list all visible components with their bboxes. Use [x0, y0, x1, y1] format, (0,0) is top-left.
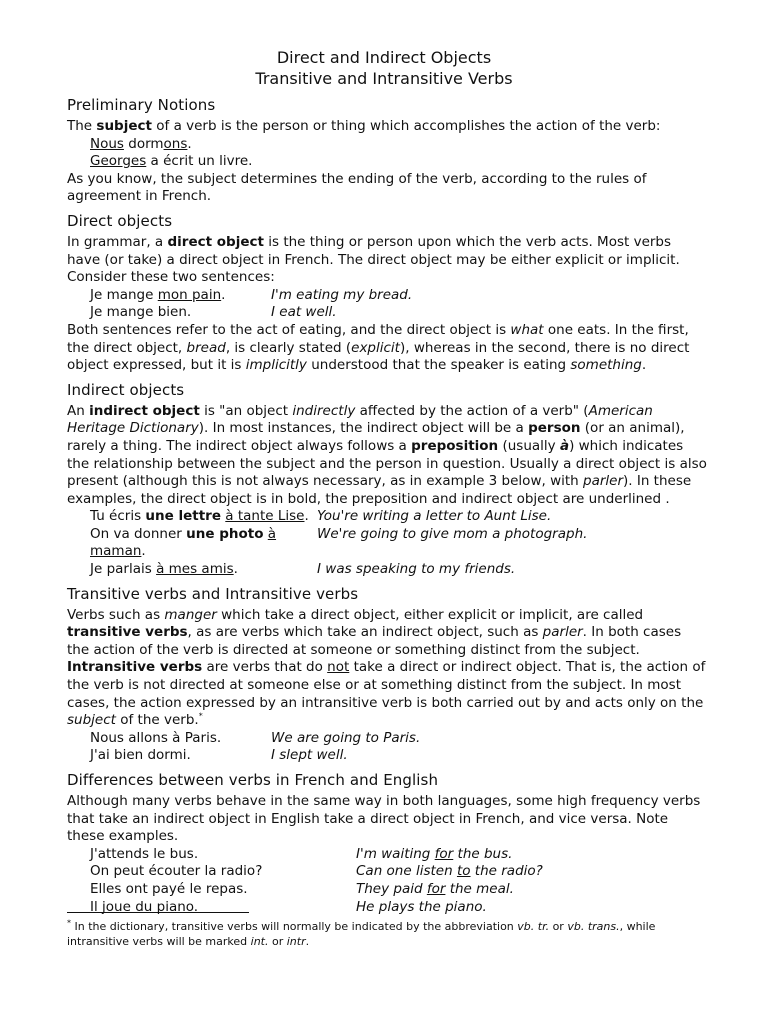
example-row — [67, 730, 707, 748]
paragraph: The subject of a verb is the person or thing which accomplishes the action of the verb: — [67, 118, 661, 134]
paragraph: Intransitive verbs are verbs that do not take a direct or indirect object. That is, the action of the verb is not directed at someone else or at something distinct from the subject. In most cases, the action expressed by an intransitive verb is both carried out by and acts only on the subject of the verb.* — [67, 659, 706, 729]
example-english: I'm waiting for the bus. — [356, 845, 513, 862]
example-french: J'attends le bus. — [90, 845, 199, 862]
paragraph: Verbs such as manger which take a direct object, either explicit or implicit, are called transitive verbs, as are verbs which take an indirect object, such as parler. In both cases the action of the verb is directed at someone or something distinct from the subject. — [67, 606, 682, 658]
example-french: Je mange bien. — [90, 304, 192, 321]
page-subtitle: Transitive and Intransitive Verbs — [255, 69, 513, 88]
example-french: J'ai bien dormi. — [90, 747, 191, 764]
example-french: On peut écouter la radio? — [90, 863, 263, 880]
example-french: Je mange mon pain. — [90, 286, 226, 303]
paragraph: An indirect object is "an object indirectly affected by the action of a verb" (American Heritage Dictionary). In most instances, the indirect object will be a person (or an animal), rarely a thing. The indirect object always follows a preposition (usually à) which indicates the relationship between the subject and the person in question. Usually a direct object is also present (although this is not always necessary, as in example 3 below, with parler). In these examples, the direct object is in bold, the preposition and indirect object are underlined . — [67, 402, 707, 507]
section-preliminary — [67, 96, 707, 206]
example-french: On va donner une photo à maman. — [90, 525, 277, 560]
example-row — [67, 287, 707, 305]
document-body — [67, 96, 707, 916]
paragraph: Although many verbs behave in the same way in both languages, some high frequency verbs that take an indirect object in English take a direct object in French, and vice versa. Note these examples. — [67, 793, 701, 845]
paragraph: As you know, the subject determines the ending of the verb, according to the rules of agreement in French. — [67, 170, 647, 205]
section-heading: Differences between verbs in French and English — [67, 771, 439, 789]
example-sentence: Nous dormons. — [90, 135, 192, 152]
example-french: Nous allons à Paris. — [90, 729, 222, 746]
example-french: Tu écris une lettre à tante Lise. — [90, 508, 309, 525]
paragraph: In grammar, a direct object is the thing or person upon which the verb acts. Most verbs have (or take) a direct object in French. The direct object may be either explicit or implicit. Consider these two sentences: — [67, 233, 680, 286]
section-heading: Direct objects — [67, 211, 173, 230]
page-title: Direct and Indirect Objects — [276, 48, 492, 67]
paragraph: Both sentences refer to the act of eating, and the direct object is what one eats. In the first, the direct object, bread, is clearly stated (explicit), whereas in the second, there is no direct object expressed, but it is implicitly understood that the speaker is eating something. — [67, 321, 690, 374]
section-heading: Transitive verbs and Intransitive verbs — [67, 584, 359, 603]
example-english: Can one listen to the radio? — [356, 863, 543, 880]
example-french: Je parlais à mes amis. — [90, 561, 238, 578]
example-row — [67, 561, 707, 579]
title-block — [0, 47, 768, 89]
example-row — [67, 508, 707, 526]
section-direct-objects — [67, 212, 707, 375]
example-english: He plays the piano. — [356, 898, 487, 915]
section-indirect-objects — [67, 381, 707, 579]
example-row — [67, 304, 707, 322]
section-heading: Indirect objects — [67, 380, 185, 399]
example-french: Il joue du piano. — [90, 898, 199, 915]
example-english: I eat well. — [271, 304, 337, 321]
example-english: You're writing a letter to Aunt Lise. — [317, 508, 552, 525]
example-french: Elles ont payé le repas. — [90, 880, 248, 897]
example-row — [67, 526, 707, 561]
example-english: They paid for the meal. — [356, 880, 514, 897]
section-heading: Preliminary Notions — [67, 96, 216, 114]
footnote-marker: * — [67, 918, 71, 928]
example-english: I was speaking to my friends. — [317, 561, 516, 578]
example-row — [67, 846, 707, 864]
section-transitive-verbs — [67, 585, 707, 765]
example-english: We are going to Paris. — [271, 729, 421, 746]
footnote: * In the dictionary, transitive verbs will normally be indicated by the abbreviation vb. tr. or vb. trans., while intransitive verbs will be marked int. or intr. — [67, 918, 656, 948]
footnote-marker: * — [198, 711, 203, 721]
example-row — [67, 863, 707, 881]
footnote-divider — [67, 912, 249, 913]
example-row — [67, 899, 707, 917]
example-row — [67, 881, 707, 899]
example-sentence: Georges a écrit un livre. — [90, 153, 253, 170]
example-english: I slept well. — [271, 747, 348, 764]
example-row — [67, 747, 707, 765]
example-english: We're going to give mom a photograph. — [317, 525, 588, 542]
section-differences — [67, 771, 707, 916]
example-english: I'm eating my bread. — [271, 286, 413, 303]
